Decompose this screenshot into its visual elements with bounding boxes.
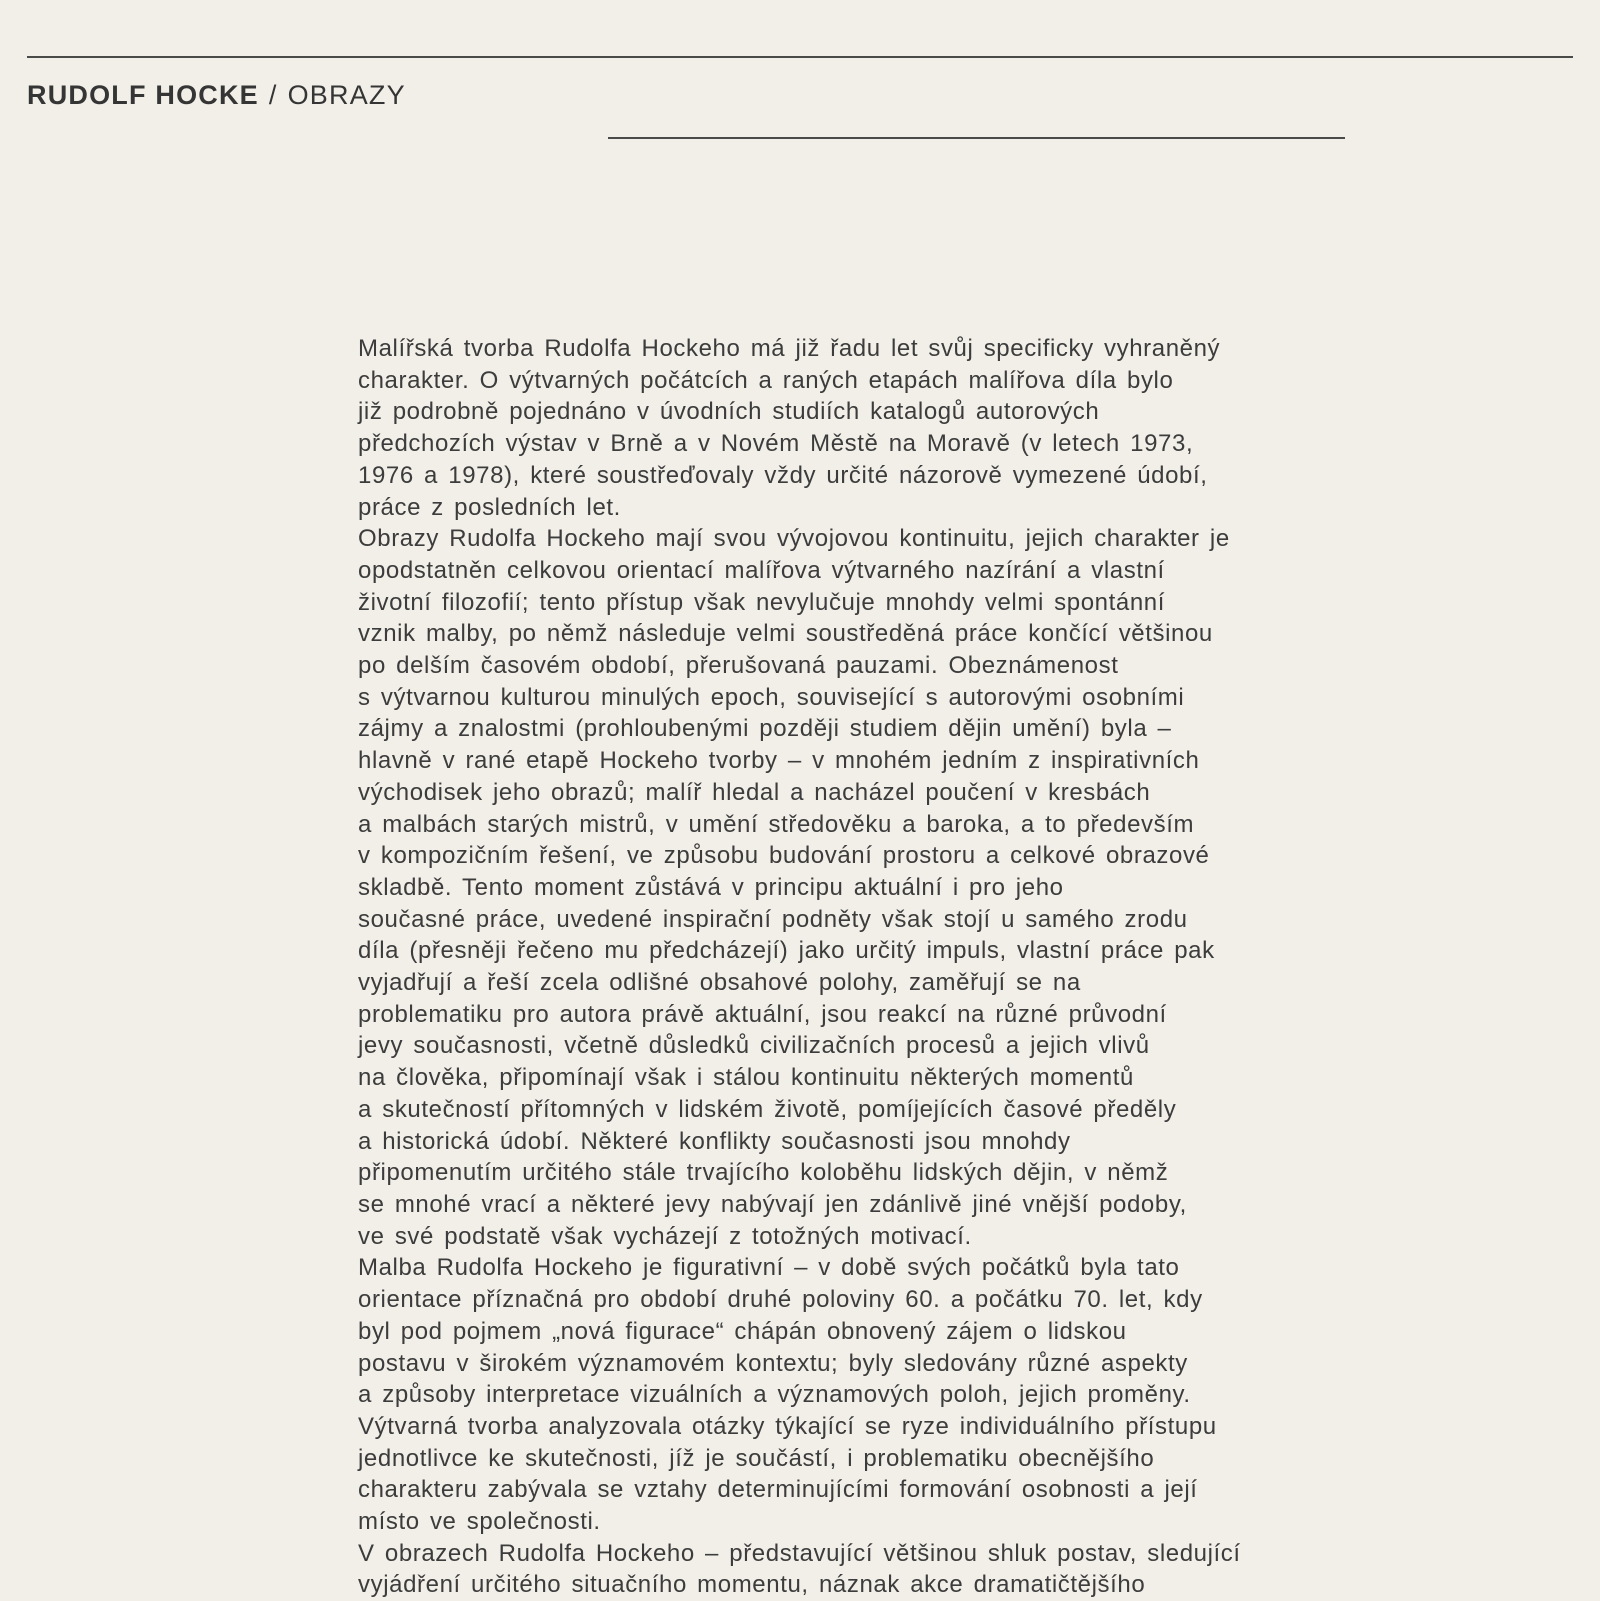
text-line: po delším časovém období, přerušovaná pauzami. Obeznámenost xyxy=(358,652,1119,680)
text-line: jednotlivce ke skutečnosti, jíž je součástí, i problematiku obecnějšího xyxy=(358,1444,1155,1472)
text-line: vyjadřují a řeší zcela odlišné obsahové polohy, zaměřují se na xyxy=(358,969,1081,997)
text-line: vyjádření určitého situačního momentu, náznak akce dramatičtějšího xyxy=(358,1571,1146,1599)
page-title xyxy=(27,80,406,111)
text-line: místo ve společnosti. xyxy=(358,1508,601,1536)
text-line: již podrobně pojednáno v úvodních studiích katalogů autorových xyxy=(358,398,1100,426)
text-line: charakter. O výtvarných počátcích a raných etapách malířova díla bylo xyxy=(358,366,1174,394)
text-line: postavu v širokém významovém kontextu; byly sledovány různé aspekty xyxy=(358,1349,1188,1377)
text-line: ve své podstatě však vycházejí z totožných motivací. xyxy=(358,1222,972,1250)
text-line: a způsoby interpretace vizuálních a významových poloh, jejich proměny. xyxy=(358,1381,1191,1409)
text-line: Malba Rudolfa Hockeho je figurativní – v době svých počátků byla tato xyxy=(358,1254,1180,1282)
text-line: v kompozičním řešení, ve způsobu budování prostoru a celkové obrazové xyxy=(358,842,1210,870)
text-line: orientace příznačná pro období druhé poloviny 60. a počátku 70. let, kdy xyxy=(358,1286,1203,1314)
text-line: práce z posledních let. xyxy=(358,493,621,521)
page-title-separator: / xyxy=(268,80,278,110)
text-line: charakteru zabývala se vztahy determinujícími formování osobnosti a její xyxy=(358,1476,1198,1504)
text-line: na člověka, připomínají však i stálou kontinuitu některých momentů xyxy=(358,1064,1134,1092)
text-line: předchozích výstav v Brně a v Novém Městě na Moravě (v letech 1973, xyxy=(358,430,1194,458)
text-line: 1976 a 1978), které soustřeďovaly vždy určité názorově vymezené údobí, xyxy=(358,461,1208,489)
text-line: skladbě. Tento moment zůstává v principu aktuální i pro jeho xyxy=(358,873,1064,901)
page-title-subtitle: OBRAZY xyxy=(287,80,406,110)
header-rule-top xyxy=(27,56,1573,58)
text-line: vznik malby, po němž následuje velmi soustředěná práce končící většinou xyxy=(358,620,1213,648)
text-line: současné práce, uvedené inspirační podněty však stojí u samého zrodu xyxy=(358,905,1188,933)
text-line: a malbách starých mistrů, v umění středověku a baroka, a to především xyxy=(358,810,1195,838)
text-line: jevy současnosti, včetně důsledků civilizačních procesů a jejich vlivů xyxy=(358,1032,1150,1060)
text-line: V obrazech Rudolfa Hockeho – představující většinou shluk postav, sledující xyxy=(358,1539,1241,1567)
text-line: Obrazy Rudolfa Hockeho mají svou vývojovou kontinuitu, jejich charakter je xyxy=(358,525,1230,553)
text-line: díla (přesněji řečeno mu předcházejí) jako určitý impuls, vlastní práce pak xyxy=(358,937,1215,965)
body-text xyxy=(358,333,1368,1601)
text-line: připomenutím určitého stále trvajícího koloběhu lidských dějin, v němž xyxy=(358,1159,1169,1187)
text-line: Výtvarná tvorba analyzovala otázky týkající se ryze individuálního přístupu xyxy=(358,1412,1217,1440)
text-line: s výtvarnou kulturou minulých epoch, související s autorovými osobními xyxy=(358,683,1185,711)
text-line: a skutečností přítomných v lidském životě, pomíjejících časové předěly xyxy=(358,1095,1177,1123)
text-line: se mnohé vrací a některé jevy nabývají jen zdánlivě jiné vnější podoby, xyxy=(358,1190,1187,1218)
text-line: opodstatněn celkovou orientací malířova výtvarného nazírání a vlastní xyxy=(358,556,1165,584)
header-rule-right xyxy=(608,137,1345,139)
text-line: východisek jeho obrazů; malíř hledal a nacházel poučení v kresbách xyxy=(358,778,1151,806)
page-title-author: RUDOLF HOCKE xyxy=(27,80,259,110)
text-line: a historická údobí. Některé konflikty současnosti jsou mnohdy xyxy=(358,1127,1071,1155)
text-line: problematiku pro autora právě aktuální, jsou reakcí na různé průvodní xyxy=(358,1000,1167,1028)
text-line: Malířská tvorba Rudolfa Hockeho má již řadu let svůj specificky vyhraněný xyxy=(358,335,1221,362)
text-line: byl pod pojmem „nová figurace“ chápán obnovený zájem o lidskou xyxy=(358,1317,1127,1345)
text-line: životní filozofií; tento přístup však nevylučuje mnohdy velmi spontánní xyxy=(358,588,1165,616)
text-line: zájmy a znalostmi (prohloubenými později studiem dějin umění) byla – xyxy=(358,715,1172,743)
text-line: hlavně v rané etapě Hockeho tvorby – v mnohém jedním z inspirativních xyxy=(358,747,1200,775)
